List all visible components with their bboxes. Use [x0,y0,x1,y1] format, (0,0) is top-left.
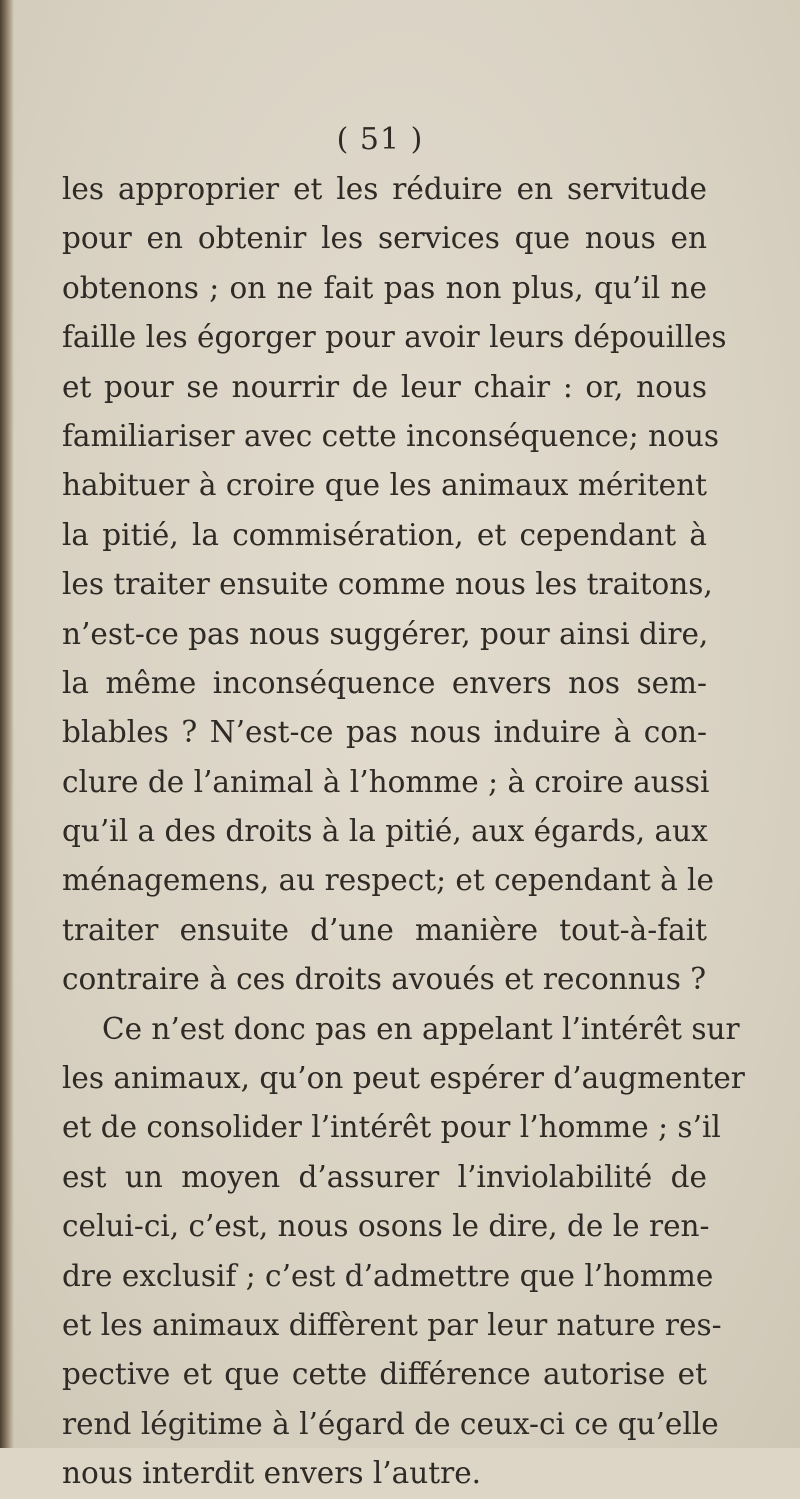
paragraph-2 [62,1005,745,1499]
text-line: et pour se nourrir de leur chair : or, nous [62,369,707,404]
text-line: habituer à croire que les animaux méritent [62,468,707,503]
text-line: et de consolider l’intérêt pour l’homme ; s’il [62,1110,721,1145]
text-line: les animaux, qu’on peut espérer d’augmenter [62,1061,745,1096]
text-line: clure de l’animal à l’homme ; à croire aussi [62,764,710,799]
text-line: traiter ensuite d’une manière tout-à-fait [62,912,707,947]
text-line: la même inconséquence envers nos sem- [62,665,707,700]
text-line: blables ? N’est-ce pas nous induire à con- [62,715,707,750]
text-line: Ce n’est donc pas en appelant l’intérêt sur [102,1011,740,1046]
text-line: la pitié, la commisération, et cependant à [62,517,707,552]
body-text [62,165,745,1499]
text-line: dre exclusif ; c’est d’admettre que l’homme [62,1258,714,1293]
text-line: pour en obtenir les services que nous en [62,221,707,256]
page-number: ( 51 ) [336,122,424,157]
text-line: les approprier et les réduire en servitude [62,172,707,206]
paragraph-1 [62,165,727,1005]
text-line: faille les égorger pour avoir leurs dépouilles [62,320,727,355]
text-line: familiariser avec cette inconséquence; nous [62,418,719,453]
text-line: ménagemens, au respect; et cependant à le [62,863,714,898]
text-line: nous interdit envers l’autre. [62,1456,482,1491]
text-line: qu’il a des droits à la pitié, aux égards, aux [62,814,708,849]
text-line: obtenons ; on ne fait pas non plus, qu’il ne [62,270,707,305]
text-line: est un moyen d’assurer l’inviolabilité de [62,1159,707,1194]
text-line: pective et que cette différence autorise et [62,1357,707,1392]
page-binding-edge [0,0,14,1448]
text-line: celui-ci, c’est, nous osons le dire, de le ren- [62,1209,710,1244]
text-line: rend légitime à l’égard de ceux-ci ce qu’elle [62,1406,719,1441]
text-line: contraire à ces droits avoués et reconnus ? [62,962,707,997]
text-line: et les animaux diffèrent par leur nature res- [62,1307,722,1342]
text-line: les traiter ensuite comme nous les traitons, [62,567,713,602]
text-line: n’est-ce pas nous suggérer, pour ainsi dire, [62,616,709,651]
